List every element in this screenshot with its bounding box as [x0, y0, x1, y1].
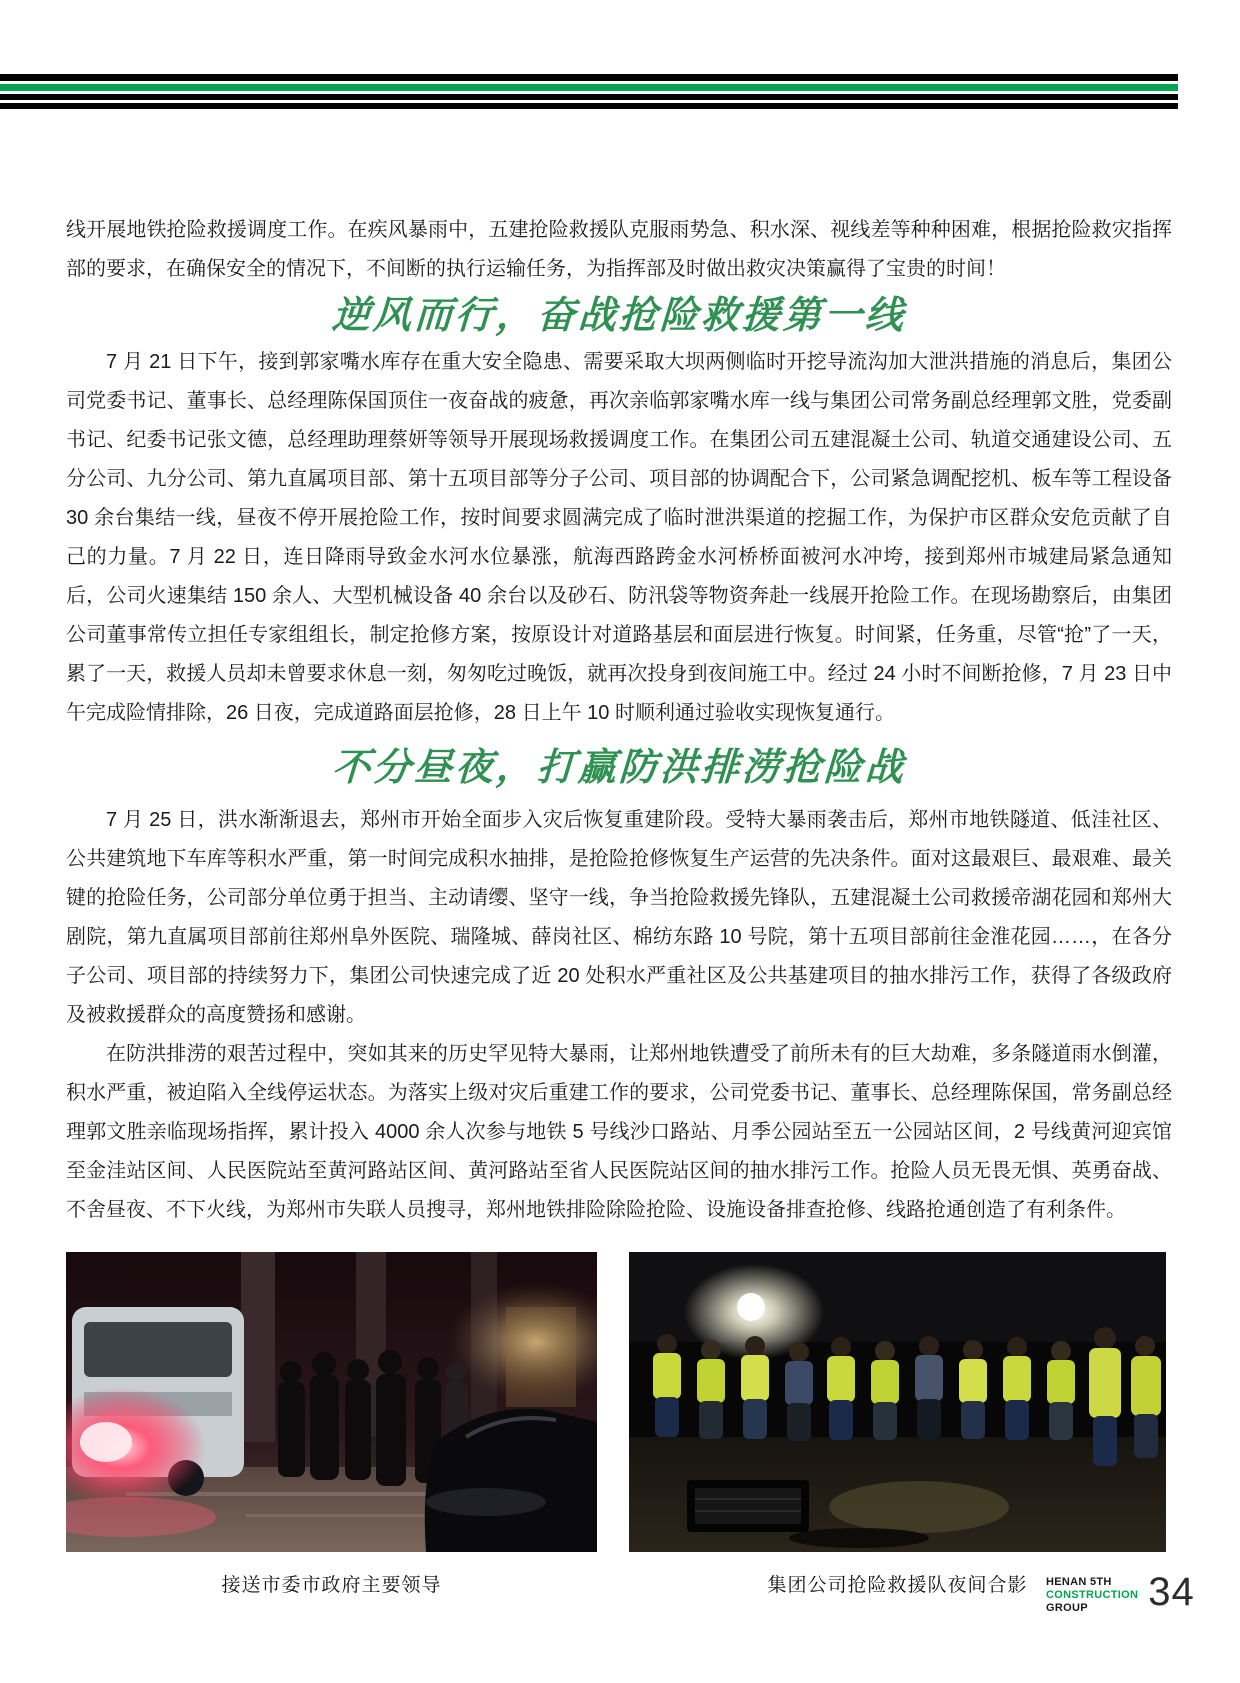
rule-green [0, 84, 1178, 91]
paragraph-july25-recovery: 7 月 25 日，洪水渐渐退去，郑州市开始全面步入灾后恢复重建阶段。受特大暴雨袭击后，郑州市地铁隧道、低洼社区、公共建筑地下车库等积水严重，第一时间完成积水抽排，是抢险抢修恢复生产运营的先决条件。面对这最艰巨、最艰难、最关键的抢险任务，公司部分单位勇于担当、主动请缨、坚守一线，争当抢险救援先锋队，五建混凝土公司救援帝湖花园和郑州大剧院，第九直属项目部前往郑州阜外医院、瑞隆城、薛岗社区、棉纺东路 10 号院，第十五项目部前往金淮花园……，在各分子公司、项目部的持续努力下，集团公司快速完成了近 20 处积水严重社区及公共基建项目的抽水排污工作，获得了各级政府及被救援群众的高度赞扬和感谢。 [66, 809, 1172, 1026]
rule-black-3 [0, 103, 1178, 109]
article-body [66, 211, 1172, 1597]
page-footer [1046, 1570, 1206, 1615]
photo-caption-left: 接送市委市政府主要领导 [221, 1575, 442, 1596]
logo-line-2: CONSTRUCTION [1046, 1589, 1139, 1601]
section-heading-rescue-frontline: 逆风而行，奋战抢险救援第一线 [330, 295, 908, 337]
rule-black-2 [0, 94, 1178, 100]
photo-row [66, 1252, 1172, 1597]
company-logo [1046, 1576, 1138, 1615]
photo-caption-right: 集团公司抢险救援队夜间合影 [767, 1575, 1028, 1596]
intro-paragraph: 线开展地铁抢险救援调度工作。在疾风暴雨中，五建抢险救援队克服雨势急、积水深、视线差等种种困难，根据抢险救灾指挥部的要求，在确保安全的情况下，不间断的执行运输任务，为指挥部及时做出救灾决策赢得了宝贵的时间！ [66, 219, 1172, 280]
paragraph-july21-rescue: 7 月 21 日下午，接到郭家嘴水库存在重大安全隐患、需要采取大坝两侧临时开挖导流沟加大泄洪措施的消息后，集团公司党委书记、董事长、总经理陈保国顶住一夜奋战的疲惫，再次亲临郭家嘴水库一线与集团公司常务副总经理郭文胜，党委副书记、纪委书记张文德，总经理助理蔡妍等领导开展现场救援调度工作。在集团公司五建混凝土公司、轨道交通建设公司、五分公司、九分公司、第九直属项目部、第十五项目部等分子公司、项目部的协调配合下，公司紧急调配挖机、板车等工程设备 30 余台集结一线，昼夜不停开展抢险工作，按时间要求圆满完成了临时泄洪渠道的挖掘工作，为保护市区群众安危贡献了自己的力量。7 月 22 日，连日降雨导致金水河水位暴涨，航海西路跨金水河桥桥面被河水冲垮，接到郑州市城建局紧急通知后，公司火速集结 150 余人、大型机械设备 40 余台以及砂石、防汛袋等物资奔赴一线展开抢险工作。在现场勘察后，由集团公司董事常传立担任专家组组长，制定抢修方案，按原设计对道路基层和面层进行恢复。时间紧，任务重，尽管“抢”了一天，累了一天，救援人员却未曾要求休息一刻，匆匆吃过晚饭，就再次投身到夜间施工中。经过 24 小时不间断抢修，7 月 23 日中午完成险情排除，26 日夜，完成道路面层抢修，28 日上午 10 时顺利通过验收实现恢复通行。 [66, 351, 1172, 724]
page-number: 34 [1148, 1570, 1195, 1614]
logo-line-1: HENAN 5TH [1046, 1576, 1112, 1588]
logo-line-3: GROUP [1046, 1602, 1088, 1614]
rescue-team-night-group-photo [629, 1252, 1166, 1552]
figure-bus-night [66, 1252, 597, 1597]
header-rule-stripes [0, 74, 1178, 109]
section-heading-flood-drainage: 不分昼夜，打赢防洪排涝抢险战 [330, 747, 908, 789]
figure-team-night [629, 1252, 1166, 1597]
night-bus-transfer-photo [66, 1252, 597, 1552]
rule-black-1 [0, 74, 1178, 81]
paragraph-metro-drainage: 在防洪排涝的艰苦过程中，突如其来的历史罕见特大暴雨，让郑州地铁遭受了前所未有的巨大劫难，多条隧道雨水倒灌，积水严重，被迫陷入全线停运状态。为落实上级对灾后重建工作的要求，公司党委书记、董事长、总经理陈保国，常务副总经理郭文胜亲临现场指挥，累计投入 4000 余人次参与地铁 5 号线沙口路站、月季公园站至五一公园站区间，2 号线黄河迎宾馆至金洼站区间、人民医院站至黄河路站区间、黄河路站至省人民医院站区间的抽水排污工作。抢险人员无畏无惧、英勇奋战、不舍昼夜、不下火线，为郑州市失联人员搜寻，郑州地铁排险除险抢险、设施设备排查抢修、线路抢通创造了有利条件。 [66, 1043, 1172, 1221]
